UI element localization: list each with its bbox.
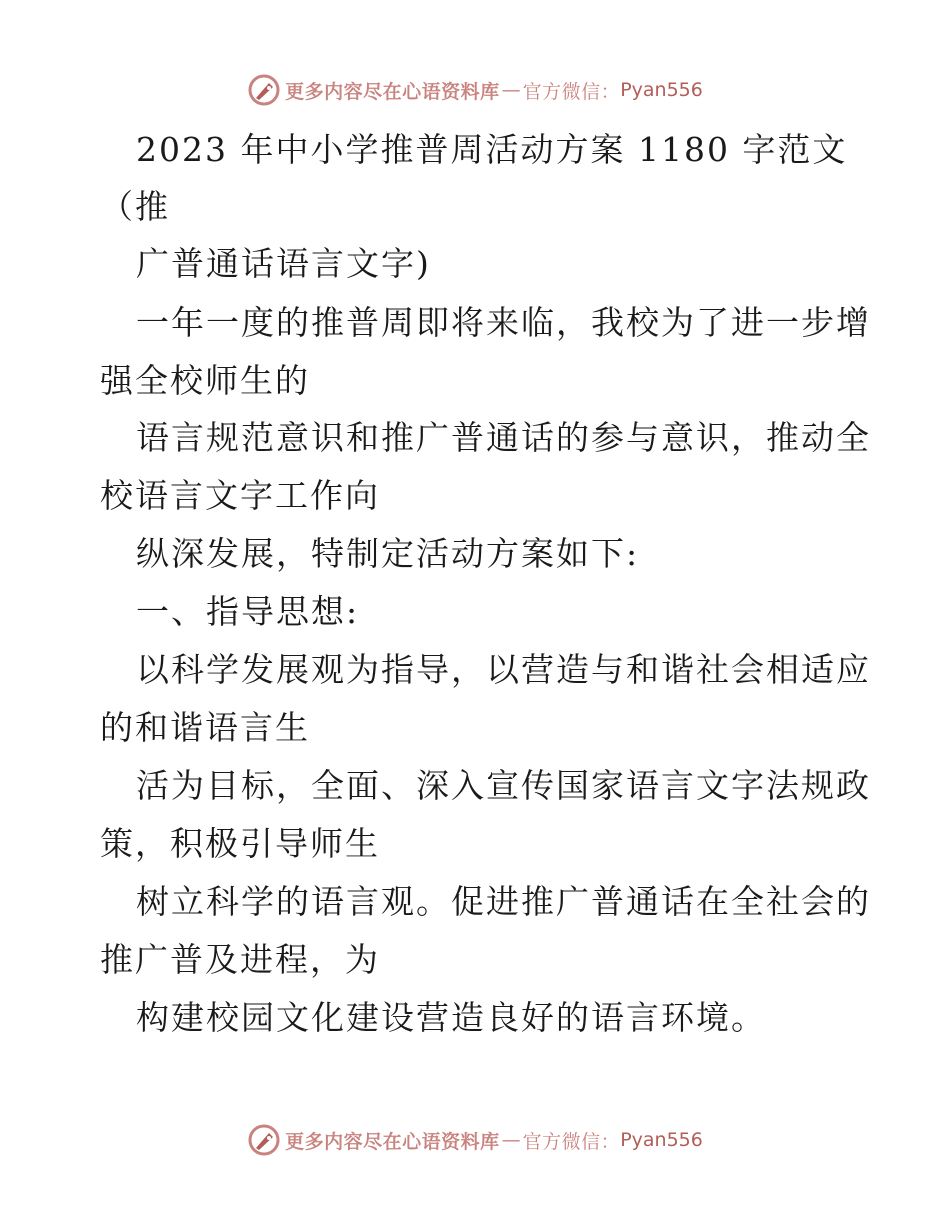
paragraph-line: 的和谐语言生 <box>100 708 310 747</box>
paragraph-line: 强全校师生的 <box>100 361 310 400</box>
paragraph-line: 校语言文字工作向 <box>100 476 380 515</box>
watermark-dash: — <box>501 79 521 101</box>
footer-watermark-banner <box>0 1120 950 1160</box>
watermark-contact-label: 官方微信： <box>522 1130 621 1153</box>
watermark-contact-id: Pyan556 <box>620 79 703 101</box>
watermark-promo-text: 更多内容尽在心语资料库 <box>285 1130 500 1153</box>
paragraph-line: 活为目标，全面、深入宣传国家语言文字法规政 <box>136 766 871 805</box>
document-title-line-3: 广普通话语言文字) <box>136 244 431 283</box>
paragraph-line: 树立科学的语言观。促进推广普通话在全社会的 <box>136 882 871 921</box>
document-title-line-2: （推 <box>100 187 170 226</box>
paragraph-line: 推广普及进程，为 <box>100 940 380 979</box>
watermark-contact-id: Pyan556 <box>620 1129 703 1151</box>
watermark-contact-label: 官方微信： <box>522 80 621 103</box>
paragraph-line: 以科学发展观为指导，以营造与和谐社会相适应 <box>136 650 871 689</box>
paragraph-line: 语言规范意识和推广普通话的参与意识，推动全 <box>136 418 871 457</box>
header-watermark-banner <box>0 70 950 110</box>
section-heading: 一、指导思想: <box>136 592 360 631</box>
watermark-promo-text: 更多内容尽在心语资料库 <box>285 80 500 103</box>
paragraph-line: 一年一度的推普周即将来临，我校为了进一步增 <box>136 303 871 342</box>
pen-nib-logo-icon <box>247 73 281 107</box>
pen-nib-logo-icon <box>247 1123 281 1157</box>
paragraph-line: 纵深发展，特制定活动方案如下: <box>136 534 640 573</box>
document-title-line-1: 2023 年中小学推普周活动方案 1180 字范文 <box>136 130 848 169</box>
paragraph-line: 策，积极引导师生 <box>100 824 380 863</box>
watermark-dash: — <box>501 1129 521 1151</box>
paragraph-line: 构建校园文化建设营造良好的语言环境。 <box>136 998 766 1037</box>
